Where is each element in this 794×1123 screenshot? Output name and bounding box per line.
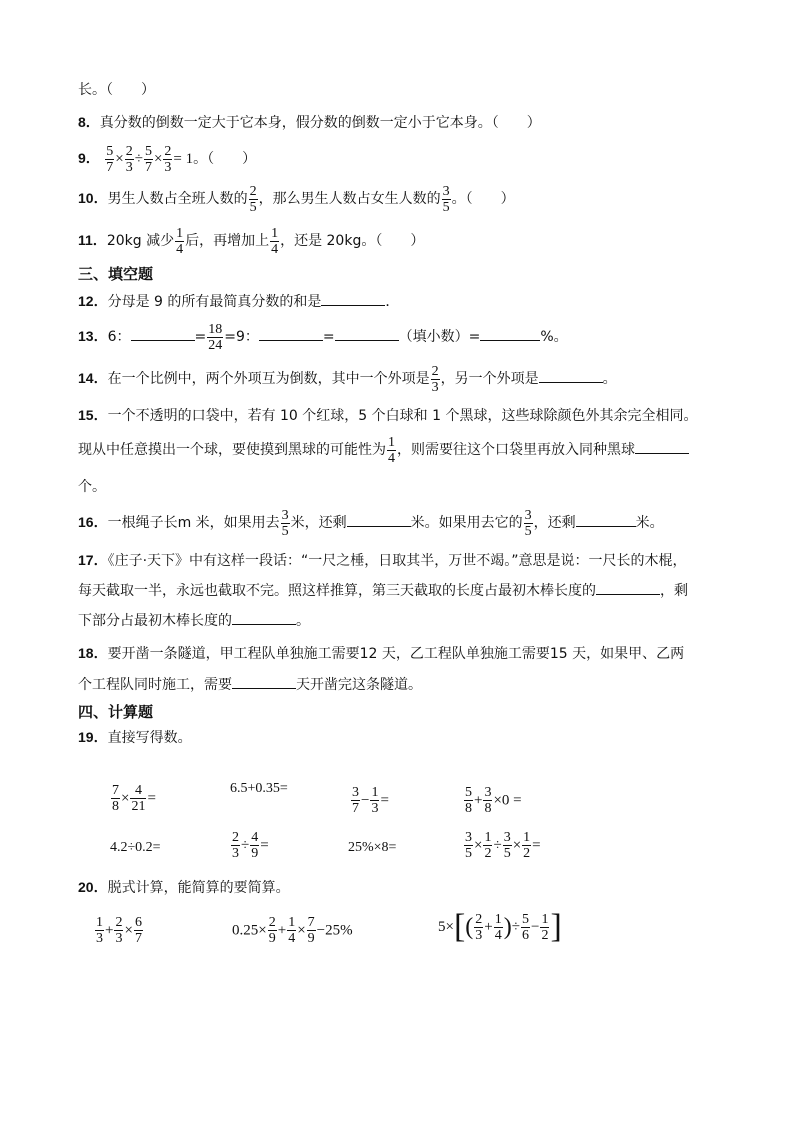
answer-blank[interactable]: [480, 326, 540, 341]
calc-19-r2c1: 4.2÷0.2=: [110, 840, 161, 855]
fraction: $\frac{3}{5}$: [524, 507, 532, 539]
question-15-line1: 15．一个不透明的口袋中，若有 10 个红球，5 个白球和 1 个黑球，这些球除颜色外其余完全相同。: [78, 407, 698, 424]
fraction: $\frac{2}{5}$: [249, 183, 257, 215]
fraction: $\frac{3}{5}$: [442, 183, 450, 215]
answer-blank[interactable]: [347, 512, 411, 527]
fraction: $\frac{18}{24}$: [208, 321, 223, 353]
answer-blank[interactable]: [131, 326, 195, 341]
answer-blank[interactable]: [321, 291, 385, 306]
calc-20-e2: 0.25× $\frac{2}{9}$ + $\frac{1}{4}$ × $\frac{7}{9}$ −25%: [232, 915, 353, 946]
question-18-line2: 个工程队同时施工，需要 天开凿完这条隧道。: [78, 674, 422, 695]
question-18-line1: 18．要开凿一条隧道，甲工程队单独施工需要12 天，乙工程队单独施工需要15 天，如果甲、乙两: [78, 645, 685, 662]
answer-blank[interactable]: [335, 326, 399, 341]
section-4-title: 四、计算题: [78, 703, 154, 721]
calc-20-e1: $\frac{1}{3}$ + $\frac{2}{3}$ × $\frac{6}{7}$: [96, 915, 142, 946]
answer-blank[interactable]: [596, 580, 660, 595]
question-15-line2: 现从中任意摸出一个球，要使摸到黑球的可能性为 $\frac{1}{4}$ ，则需要往这个口袋里再放入同种黑球: [78, 432, 689, 468]
calc-19-r1c2: 6.5+0.35=: [230, 781, 288, 796]
question-16: 16．一根绳子长m 米，如果用去 $\frac{3}{5}$ 米，还剩 米。如果用去它的 $\frac{3}{5}$ ，还剩 米。: [78, 507, 664, 539]
fraction: $\frac{1}{4}$: [176, 225, 184, 257]
answer-blank[interactable]: [232, 610, 296, 625]
fraction: $\frac{5}{7}$: [106, 143, 114, 175]
fraction: $\frac{3}{5}$: [281, 507, 289, 539]
question-11: 11．20kg 减少 $\frac{1}{4}$ 后，再增加上 $\frac{1}{4}$ ，还是 20kg。（ ）: [78, 225, 425, 257]
answer-blank[interactable]: [576, 512, 636, 527]
fraction: $\frac{2}{3}$: [164, 143, 172, 175]
q7-tail: 长。（ ）: [78, 82, 155, 98]
calc-19-r1c3: $\frac{3}{7}$ − $\frac{1}{3}$ =: [352, 785, 389, 816]
question-17-line2: 每天截取一半，永远也截取不完。照这样推算，第三天截取的长度占最初木棒长度的 ，剩: [78, 580, 688, 601]
question-9: 9． $\frac{5}{7}$ × $\frac{2}{3}$ ÷ $\frac{5}{7}$ × $\frac{2}{3}$ = 1。（ ）: [78, 143, 257, 175]
question-12: 12．分母是 9 的所有最简真分数的和是 ．: [78, 293, 400, 310]
calc-19-r2c3: 25%×8=: [348, 840, 397, 855]
question-20: 20．脱式计算，能简算的要简算。: [78, 879, 290, 896]
question-14: 14．在一个比例中，两个外项互为倒数，其中一个外项是 $\frac{2}{3}$ ，另一个外项是 。: [78, 363, 617, 395]
calc-19-r1c4: $\frac{5}{8}$ + $\frac{3}{8}$ ×0 =: [465, 785, 522, 816]
fraction: $\frac{1}{4}$: [271, 225, 279, 257]
calc-19-r1c1: $\frac{7}{8}$ × $\frac{4}{21}$ =: [112, 783, 156, 814]
fraction: $\frac{5}{7}$: [144, 143, 152, 175]
calc-19-r2c2: $\frac{2}{3}$ ÷ $\frac{4}{9}$ =: [232, 830, 269, 861]
fraction: $\frac{1}{4}$: [388, 434, 395, 466]
fraction: $\frac{2}{3}$: [125, 143, 133, 175]
question-10: 10．男生人数占全班人数的 $\frac{2}{5}$ ，那么男生人数占女生人数的 $\frac{3}{5}$ 。（ ）: [78, 183, 515, 215]
question-8: 8．真分数的倒数一定大于它本身，假分数的倒数一定小于它本身。（ ）: [78, 114, 541, 131]
question-17-line3: 下部分占最初木棒长度的 。: [78, 610, 310, 631]
answer-blank[interactable]: [539, 368, 603, 383]
fraction: $\frac{2}{3}$: [431, 363, 439, 395]
answer-blank[interactable]: [232, 674, 296, 689]
calc-20-e3: 5×[( $\frac{2}{3}$ + $\frac{1}{4}$ )÷ $\frac{5}{6}$ − $\frac{1}{2}$ ]: [438, 908, 562, 945]
question-13: 13．6： = $\frac{18}{24}$ =9： = （填小数）= %。: [78, 321, 568, 353]
question-15-line3: 个。: [78, 479, 106, 495]
question-17-line1: 17．《庄子·天下》中有这样一段话：“一尺之棰，日取其半，万世不竭。”意思是说：一尺长的木棍，: [78, 552, 687, 569]
section-3-title: 三、填空题: [78, 265, 154, 283]
question-19: 19．直接写得数。: [78, 729, 192, 746]
calc-19-r2c4: $\frac{3}{5}$ × $\frac{1}{2}$ ÷ $\frac{3}{5}$ × $\frac{1}{2}$ =: [465, 830, 541, 861]
answer-blank[interactable]: [635, 439, 689, 454]
answer-blank[interactable]: [259, 326, 323, 341]
